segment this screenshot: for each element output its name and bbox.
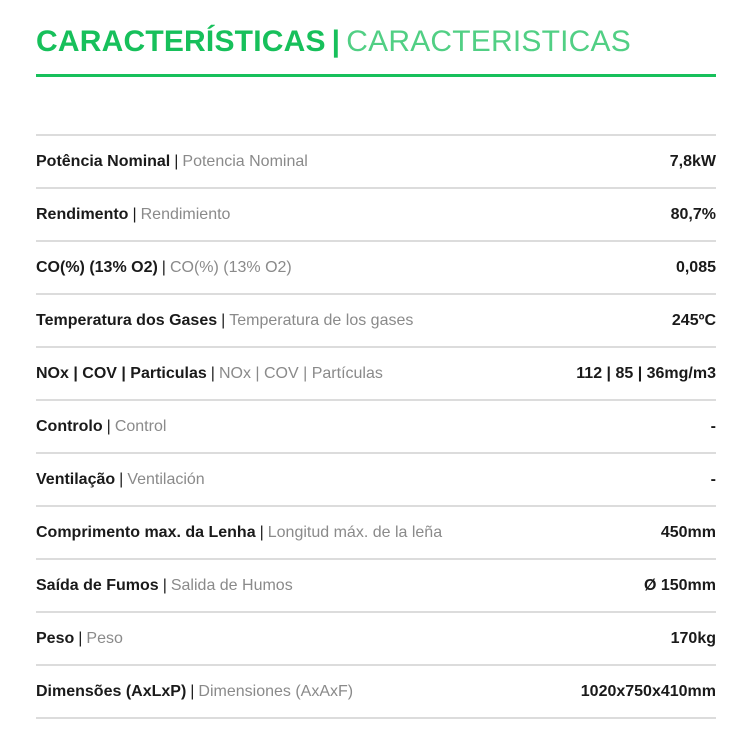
spec-label-pt: Rendimento bbox=[36, 205, 129, 223]
spec-label bbox=[36, 418, 166, 436]
spec-value: 170kg bbox=[670, 629, 716, 647]
spec-label-pt: Saída de Fumos bbox=[36, 576, 159, 594]
title-secondary: CARACTERISTICAS bbox=[346, 25, 631, 58]
spec-label bbox=[36, 365, 383, 383]
spec-label-pt: Controlo bbox=[36, 417, 103, 435]
spec-label bbox=[36, 471, 205, 489]
spec-label-es: Salida de Humos bbox=[170, 576, 293, 594]
spec-separator: | bbox=[210, 364, 215, 382]
spec-row bbox=[36, 401, 716, 454]
spec-separator: | bbox=[162, 576, 167, 594]
spec-label-es: Ventilación bbox=[127, 470, 205, 488]
spec-label-es: Peso bbox=[86, 629, 123, 647]
spec-value: 7,8kW bbox=[669, 152, 716, 170]
spec-separator: | bbox=[161, 258, 166, 276]
spec-separator: | bbox=[190, 682, 195, 700]
spec-row bbox=[36, 560, 716, 613]
spec-row bbox=[36, 507, 716, 560]
title-separator: | bbox=[331, 25, 341, 58]
spec-row bbox=[36, 136, 716, 189]
spec-label bbox=[36, 577, 293, 595]
spec-label-es: NOx | COV | Partículas bbox=[218, 364, 383, 382]
spec-label bbox=[36, 630, 123, 648]
spec-value: 112 | 85 | 36mg/m3 bbox=[576, 364, 716, 382]
spec-separator: | bbox=[78, 629, 83, 647]
spec-value: 450mm bbox=[660, 523, 716, 541]
spec-value: 245ºC bbox=[671, 311, 716, 329]
spec-label-pt: CO(%) (13% O2) bbox=[36, 258, 158, 276]
spec-row bbox=[36, 666, 716, 719]
spec-value: 0,085 bbox=[675, 258, 716, 276]
spec-label bbox=[36, 153, 308, 171]
spec-label-es: Longitud máx. de la leña bbox=[267, 523, 443, 541]
spec-label-pt: Temperatura dos Gases bbox=[36, 311, 218, 329]
spec-label-es: Rendimiento bbox=[140, 205, 231, 223]
page-header bbox=[36, 22, 716, 62]
spec-label-pt: Potência Nominal bbox=[36, 152, 171, 170]
spec-label-es: CO(%) (13% O2) bbox=[169, 258, 292, 276]
spec-label-es: Potencia Nominal bbox=[182, 152, 308, 170]
spec-label-es: Temperatura de los gases bbox=[229, 311, 414, 329]
spec-value: Ø 150mm bbox=[643, 576, 716, 594]
specs-table bbox=[36, 134, 716, 719]
spec-label-es: Control bbox=[114, 417, 167, 435]
spec-value: - bbox=[710, 417, 716, 435]
spec-label-pt: Peso bbox=[36, 629, 75, 647]
spec-value: - bbox=[710, 470, 716, 488]
spec-separator: | bbox=[132, 205, 137, 223]
spec-label bbox=[36, 683, 353, 701]
spec-label-pt: Comprimento max. da Lenha bbox=[36, 523, 256, 541]
spec-separator: | bbox=[174, 152, 179, 170]
spec-value: 80,7% bbox=[670, 205, 716, 223]
spec-row bbox=[36, 454, 716, 507]
spec-label bbox=[36, 259, 292, 277]
spec-row bbox=[36, 613, 716, 666]
title-primary: CARACTERÍSTICAS bbox=[36, 25, 326, 58]
spec-row bbox=[36, 348, 716, 401]
spec-label-pt: Dimensões (AxLxP) bbox=[36, 682, 187, 700]
spec-label-es: Dimensiones (AxAxF) bbox=[198, 682, 354, 700]
spec-label-pt: NOx | COV | Particulas bbox=[36, 364, 207, 382]
spec-label bbox=[36, 312, 413, 330]
spec-separator: | bbox=[119, 470, 124, 488]
title-underline bbox=[36, 74, 716, 77]
spec-value: 1020x750x410mm bbox=[580, 682, 716, 700]
spec-row bbox=[36, 295, 716, 348]
spec-separator: | bbox=[221, 311, 226, 329]
spec-label bbox=[36, 524, 442, 542]
spec-label-pt: Ventilação bbox=[36, 470, 116, 488]
page-title bbox=[36, 22, 716, 62]
spec-separator: | bbox=[259, 523, 264, 541]
spec-row bbox=[36, 189, 716, 242]
spec-separator: | bbox=[106, 417, 111, 435]
spec-label bbox=[36, 206, 230, 224]
spec-row bbox=[36, 242, 716, 295]
